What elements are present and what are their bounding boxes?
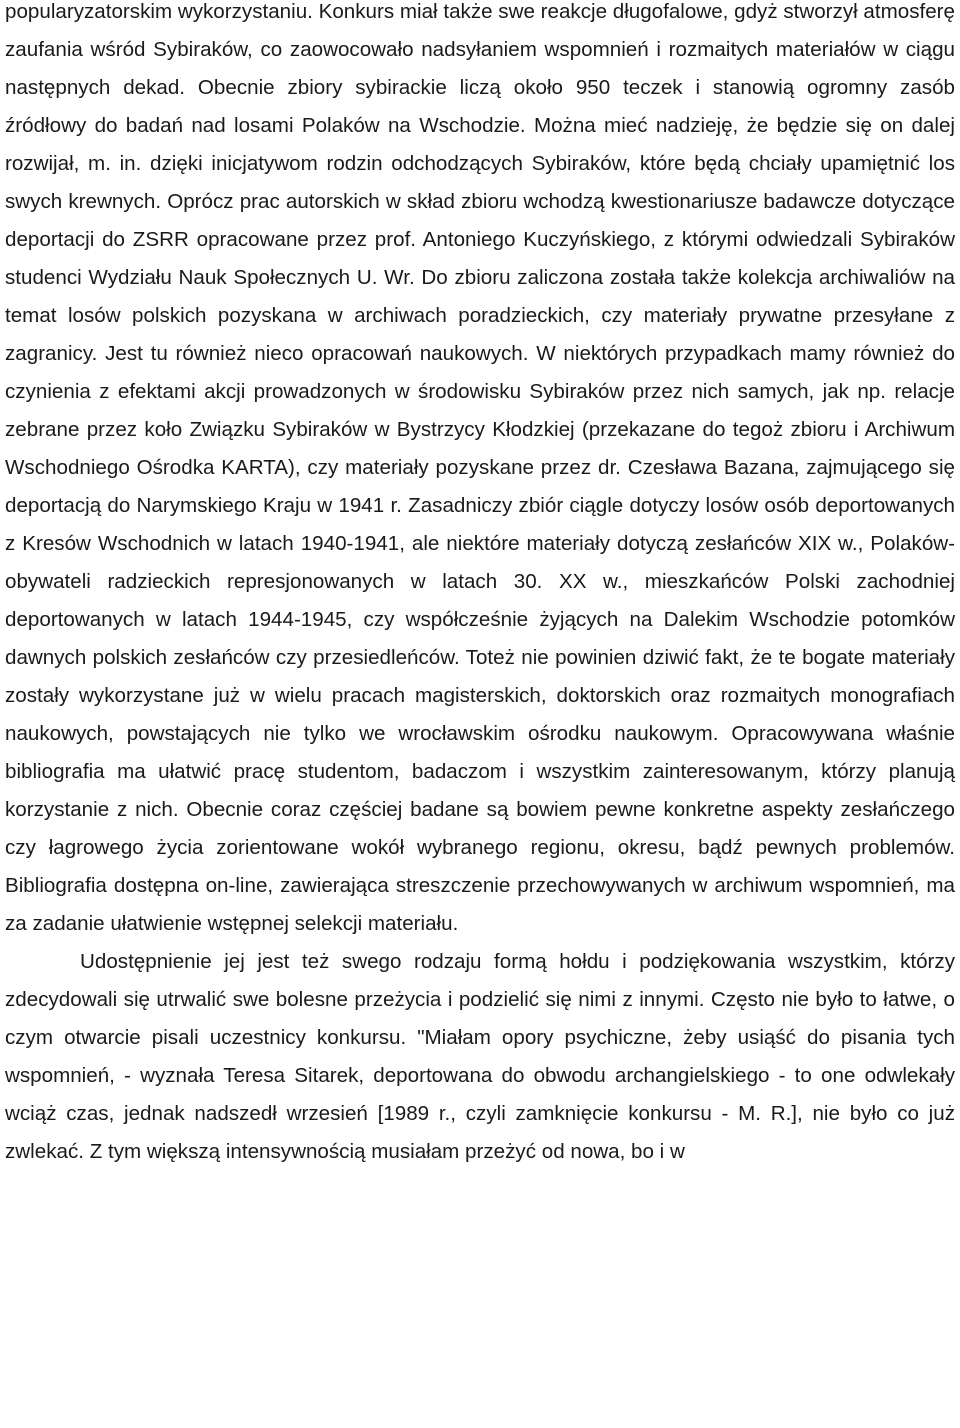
document-page — [5, 0, 955, 1171]
body-paragraph-1: popularyzatorskim wykorzystaniu. Konkurs miał także swe reakcje długofalowe, gdyż stworzył atmosferę zaufania wśród Sybiraków, co zaowocowało nadsyłaniem wspomnień i rozmaitych materiałów w ciągu następnych dekad. Obecnie zbiory sybirackie liczą około 950 teczek i stanowią ogromny zasób źródłowy do badań nad losami Polaków na Wschodzie. Można mieć nadzieję, że będzie się on dalej rozwijał, m. in. dzięki inicjatywom rodzin odchodzących Sybiraków, które będą chciały upamiętnić los swych krewnych. Oprócz prac autorskich w skład zbioru wchodzą kwestionariusze badawcze dotyczące deportacji do ZSRR opracowane przez prof. Antoniego Kuczyńskiego, z którymi odwiedzali Sybiraków studenci Wydziału Nauk Społecznych U. Wr. Do zbioru zaliczona została także kolekcja archiwaliów na temat losów polskich pozyskana w archiwach poradzieckich, czy materiały prywatne przesyłane z zagranicy. Jest tu również nieco opracowań naukowych. W niektórych przypadkach mamy również do czynienia z efektami akcji prowadzonych w środowisku Sybiraków przez nich samych, jak np. relacje zebrane przez koło Związku Sybiraków w Bystrzycy Kłodzkiej (przekazane do tegoż zbioru i Archiwum Wschodniego Ośrodka KARTA), czy materiały pozyskane przez dr. Czesława Bazana, zajmującego się deportacją do Narymskiego Kraju w 1941 r. Zasadniczy zbiór ciągle dotyczy losów osób deportowanych z Kresów Wschodnich w latach 1940-1941, ale niektóre materiały dotyczą zesłańców XIX w., Polaków-obywateli radzieckich represjonowanych w latach 30. XX w., mieszkańców Polski zachodniej deportowanych w latach 1944-1945, czy współcześnie żyjących na Dalekim Wschodzie potomków dawnych polskich zesłańców czy przesiedleńców. Toteż nie powinien dziwić fakt, że te bogate materiały zostały wykorzystane już w wielu pracach magisterskich, doktorskich oraz rozmaitych monografiach naukowych, powstających nie tylko we wrocławskim ośrodku naukowym. Opracowywana właśnie bibliografia ma ułatwić pracę studentom, badaczom i wszystkim zainteresowanym, którzy planują korzystanie z nich. Obecnie coraz częściej badane są bowiem pewne konkretne aspekty zesłańczego czy łagrowego życia zorientowane wokół wybranego regionu, okresu, bądź pewnych problemów. Bibliografia dostępna on-line, zawierająca streszczenie przechowywanych w archiwum wspomnień, ma za zadanie ułatwienie wstępnej selekcji materiału. — [5, 0, 955, 935]
body-paragraph-2: Udostępnienie jej jest też swego rodzaju formą hołdu i podziękowania wszystkim, którzy zdecydowali się utrwalić swe bolesne przeżycia i podzielić się nimi z innymi. Często nie było to łatwe, o czym otwarcie pisali uczestnicy konkursu. "Miałam opory psychiczne, żeby usiąść do pisania tych wspomnień, - wyznała Teresa Sitarek, deportowana do obwodu archangielskiego - to one odwlekały wciąż czas, jednak nadszedł wrzesień [1989 r., czyli zamknięcie konkursu - M. R.], nie było co już zwlekać. Z tym większą intensywnością musiałam przeżyć od nowa, bo i w — [5, 950, 955, 1163]
